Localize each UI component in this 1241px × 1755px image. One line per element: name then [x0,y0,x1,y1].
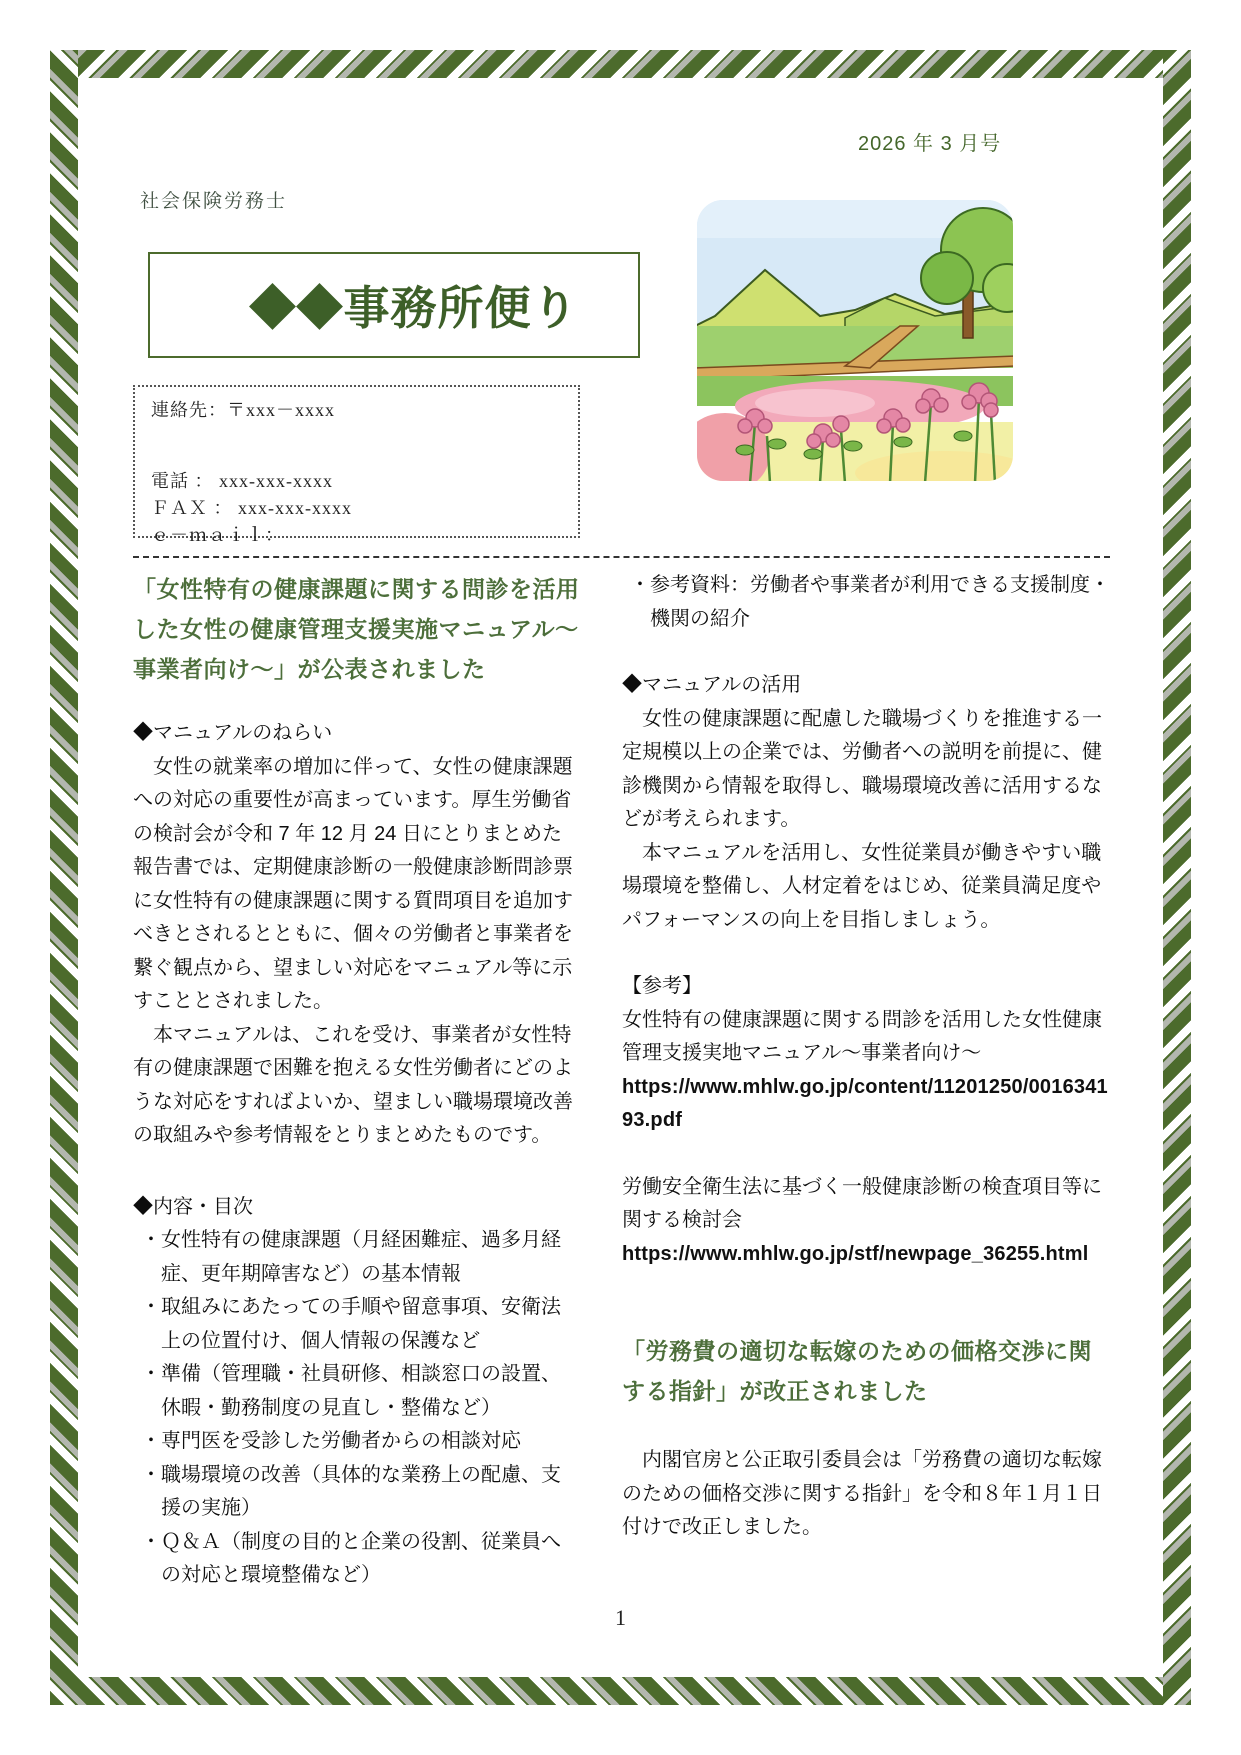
toc-bullet: ・女性特有の健康課題（月経困難症、過多月経症、更年期障害など）の基本情報 [141,1229,561,1285]
reference-title: 女性特有の健康課題に関する問診を活用した女性健康管理支援実地マニュアル～事業者向け～ [622,1008,1102,1064]
page-number: 1 [615,1605,626,1630]
body-paragraph: 本マニュアルを活用し、女性従業員が働きやすい職場環境を整備し、人材定着をはじめ、従業員満足度やパフォーマンスの向上を目指しましょう。 [622,841,1102,931]
toc-bullet-list [133,1224,580,1593]
newsletter-title-box [148,252,640,358]
dashed-separator [133,556,1110,558]
body-paragraph: 内閣官房と公正取引委員会は「労務費の適切な転嫁のための価格交渉に関する指針」を令和８年１月１日付けで改正しました。 [622,1449,1102,1538]
body-paragraph: 本マニュアルは、これを受け、事業者が女性特有の健康課題で困難を抱える女性労働者にどのような対応をすればよいか、望ましい職場環境改善の取組みや参考情報をとりまとめたものです。 [133,1023,573,1146]
body-paragraph: 女性の就業率の増加に伴って、女性の健康課題への対応の重要性が高まっています。厚生労働省の検討会が令和 7 年 12 月 24 日にとりまとめた報告書では、定期健康診断の一般健康診断問診票に女性特有の健康課題に関する質問項目を追加すべきとされるとともに、個々の労働者と事業者を繋ぐ観点から、望ましい対応をマニュアル等に示すこととされました。 [133,755,573,1012]
section-heading-contents: ◆内容・目次 [133,1195,253,1218]
mhlw-newpage-link[interactable]: https://www.mhlw.go.jp/stf/newpage_36255.html [622,1242,1089,1265]
decorative-border-top [50,50,1191,78]
toc-bullet: ・取組みにあたっての手順や留意事項、安衛法上の位置付け、個人情報の保護など [141,1296,561,1352]
toc-bullet: ・参考資料：労働者や事業者が利用できる支援制度・機関の紹介 [630,574,1110,630]
spring-landscape-illustration [695,198,1015,483]
article1-headline: 「女性特有の健康課題に関する問診を活用した女性の健康管理支援実施マニュアル～事業者向け～」が公表されました [133,576,580,682]
right-column [622,569,1113,1593]
toc-bullet: ・準備（管理職・社員研修、相談窓口の設置、休暇・勤務制度の見直し・整備など） [141,1363,561,1419]
article2-headline: 「労務費の適切な転嫁のための価格交渉に関する指針」が改正されました [622,1338,1092,1404]
reference-heading: 【参考】 [622,975,702,997]
toc-bullet-list-continued [622,569,1113,636]
contact-email: ｅ－ｍａｉｌ： [151,525,284,545]
contact-address: 連絡先：〒xxx－xxxx [151,400,335,420]
issue-date: 2026 年 3 月号 [858,133,1002,155]
office-type-label: 社会保険労務士 [140,191,288,212]
mhlw-manual-link[interactable]: https://www.mhlw.go.jp/content/11201250/001634193.pdf [622,1075,1108,1131]
decorative-border-bottom [50,1677,1191,1705]
contact-fax: ＦＡＸ ： xxx-xxx-xxxx [151,498,352,518]
section-heading-manual-use: ◆マニュアルの活用 [622,674,802,696]
toc-bullet: ・職場環境の改善（具体的な業務上の配慮、支援の実施） [141,1463,561,1519]
section-heading-manual-aim: ◆マニュアルのねらい [133,722,333,744]
toc-bullet: ・Ｑ＆Ａ（制度の目的と企業の役割、従業員への対応と環境整備など） [141,1530,561,1586]
decorative-border-right [1163,50,1191,1705]
article-columns [133,563,1113,1593]
newsletter-title: ◆◆事務所便り [249,283,579,334]
decorative-border-left [50,50,78,1705]
body-paragraph: 女性の健康課題に配慮した職場づくりを推進する一定規模以上の企業では、労働者への説明を前提に、健診機関から情報を取得し、職場環境改善に活用するなどが考えられます。 [622,707,1102,830]
left-column [133,569,580,1593]
contact-box [133,385,580,545]
contact-phone: 電話 ： xxx-xxx-xxxx [151,471,333,491]
reference-title: 労働安全衛生法に基づく一般健康診断の検査項目等に関する検討会 [622,1175,1102,1231]
toc-bullet: ・専門医を受診した労働者からの相談対応 [141,1430,521,1452]
